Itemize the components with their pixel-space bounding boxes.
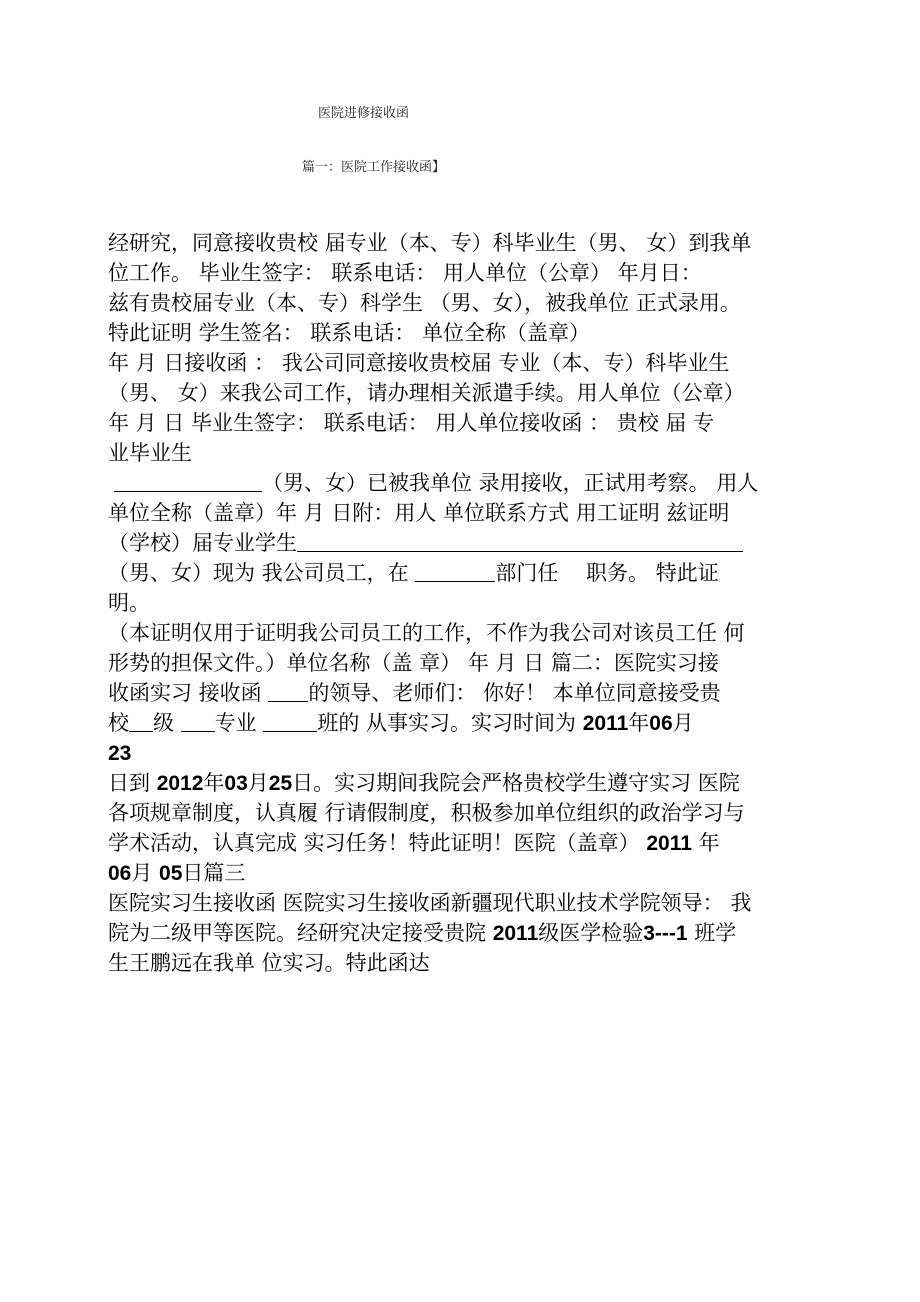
fill-in-blank: [129, 711, 153, 732]
number-text: 23: [108, 742, 132, 765]
body-text: 的领导、老师们： 你好！ 本单位同意接受贵: [308, 681, 721, 705]
body-text: 生王鹏远在我单 位实习。特此函达: [108, 951, 430, 975]
body-text: 院为二级甲等医院。经研究决定接受贵院: [108, 921, 493, 945]
number-text: 3---1: [643, 922, 688, 945]
text-line: [108, 738, 828, 768]
body-text: 医院实习生接收函 医院实习生接收函新疆现代职业技术学院领导： 我: [108, 891, 752, 915]
body-text: 位工作。 毕业生签字： 联系电话： 用人单位（公章） 年月日：: [108, 261, 702, 285]
body-text: （男、女）已被我单位 录用接收，正试用考察。 用人: [262, 471, 759, 495]
body-text: 特此证明 学生签名： 联系电话： 单位全称（盖章）: [108, 321, 591, 345]
body-text: 各项规章制度，认真履 行请假制度，积极参加单位组织的政治学习与: [108, 801, 745, 825]
number-text: 2011: [646, 832, 692, 855]
body-text: 学术活动，认真完成 实习任务！特此证明！医院（盖章）: [108, 831, 647, 855]
body-text: 年 月 日接收函 ： 我公司同意接收贵校届 专业（本、专）科毕业生: [108, 351, 730, 375]
body-text: 级: [153, 711, 181, 735]
fill-in-blank: [114, 471, 262, 492]
body-text: 部门任 职务。 特此证: [495, 561, 719, 585]
body-text: 月: [131, 861, 160, 885]
body-text: 校: [108, 711, 129, 735]
body-text: 形势的担保文件。）单位名称（盖 章） 年 月 日 篇二：医院实习接: [108, 651, 719, 675]
body-text: 业毕业生: [108, 441, 192, 465]
body-text: 日到: [108, 771, 157, 795]
body-text: 班学: [687, 921, 737, 945]
text-line: [108, 678, 828, 708]
body-text: （学校）届专业学生: [108, 531, 297, 555]
body-text: 级医学检验: [538, 921, 644, 945]
text-line: [108, 588, 828, 618]
number-text: 03: [224, 772, 248, 795]
text-line: [108, 618, 828, 648]
text-line: [108, 828, 828, 858]
body-text: 专业: [214, 711, 264, 735]
body-text: 年: [628, 711, 650, 735]
number-text: 25: [268, 772, 293, 795]
number-text: 06: [649, 712, 673, 735]
text-line: [108, 288, 828, 318]
number-text: 06: [108, 862, 132, 885]
body-text: 年: [203, 771, 225, 795]
document-title: 医院进修接收函: [318, 106, 410, 121]
fill-in-blank: [263, 711, 317, 732]
text-line: [108, 948, 828, 978]
body-text: 单位全称（盖章）年 月 日附：用人 单位联系方式 用工证明 兹证明: [108, 501, 730, 525]
body-text: 兹有贵校届专业（本、专）科学生 （男、女），被我单位 正式录用。: [108, 291, 741, 315]
body-text: （男、 女）来我公司工作，请办理相关派遣手续。用人单位（公章）: [108, 381, 745, 405]
fill-in-blank: [268, 681, 308, 702]
document-body: [108, 228, 828, 978]
body-text: （本证明仅用于证明我公司员工的工作，不作为我公司对该员工任 何: [108, 621, 745, 645]
text-line: [108, 258, 828, 288]
fill-in-blank: [181, 711, 215, 732]
document-subtitle: 篇一：医院工作接收函】: [302, 160, 446, 175]
body-text: 经研究，同意接收贵校 届专业（本、专）科毕业生（男、 女）到我单: [108, 231, 752, 255]
body-text: 收函实习 接收函: [108, 681, 269, 705]
text-line: [108, 378, 828, 408]
text-line: [108, 318, 828, 348]
text-line: [108, 228, 828, 258]
text-line: [108, 708, 828, 738]
text-line: [108, 348, 828, 378]
text-line: [108, 528, 828, 558]
text-line: [108, 558, 828, 588]
text-line: [108, 498, 828, 528]
number-text: 2012: [156, 772, 204, 795]
body-text: 年: [691, 831, 720, 855]
fill-in-blank: [415, 561, 495, 582]
text-line: [108, 768, 828, 798]
text-line: [108, 468, 828, 498]
text-line: [108, 648, 828, 678]
text-line: [108, 408, 828, 438]
text-line: [108, 438, 828, 468]
number-text: 2011: [492, 922, 539, 945]
text-line: [108, 858, 828, 888]
text-line: [108, 918, 828, 948]
body-text: 明。: [108, 591, 150, 615]
number-text: 05: [159, 862, 183, 885]
text-line: [108, 888, 828, 918]
number-text: 2011: [582, 712, 629, 735]
text-line: [108, 798, 828, 828]
body-text: 班的 从事实习。实习时间为: [317, 711, 583, 735]
body-text: 日篇三: [182, 861, 246, 885]
body-text: 年 月 日 毕业生签字： 联系电话： 用人单位接收函 ： 贵校 届 专: [108, 411, 715, 435]
body-text: 月: [247, 771, 269, 795]
body-text: （男、女）现为 我公司员工，在: [108, 561, 416, 585]
fill-in-blank: [297, 531, 743, 552]
body-text: 日。实习期间我院会严格贵校学生遵守实习 医院: [292, 771, 740, 795]
body-text: 月: [672, 711, 694, 735]
